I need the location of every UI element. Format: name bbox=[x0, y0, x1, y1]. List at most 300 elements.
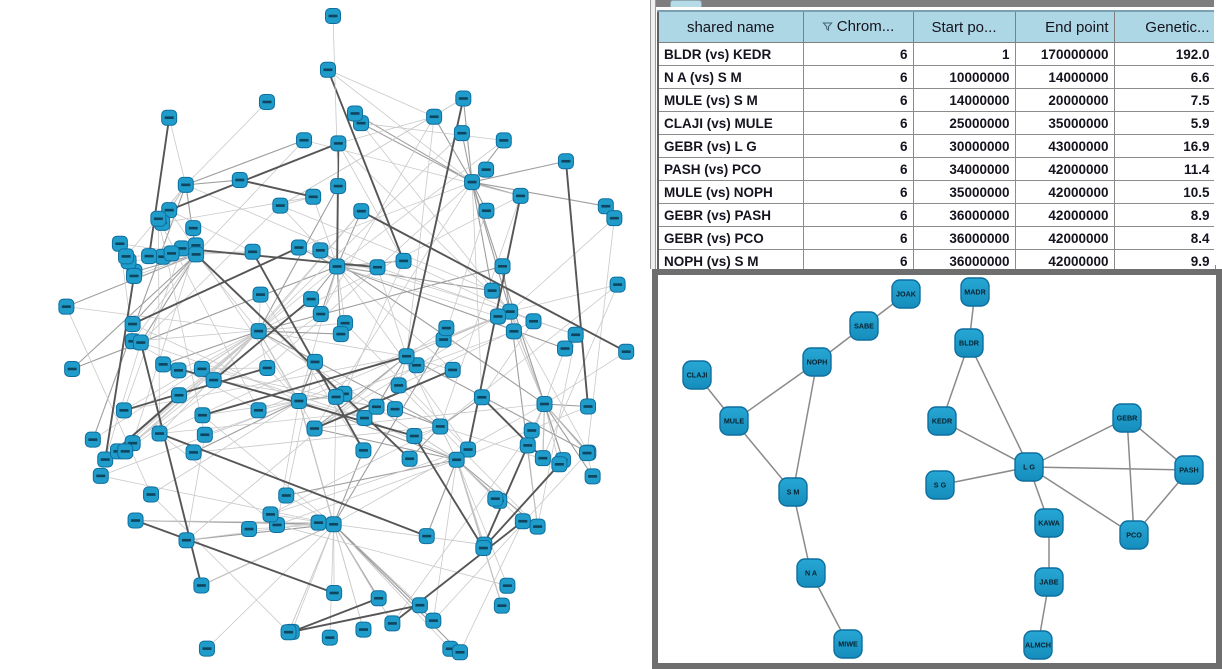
node-label-unreadable bbox=[399, 260, 408, 263]
network-edge bbox=[1029, 418, 1127, 467]
node-label-unreadable bbox=[254, 409, 263, 412]
node-label-unreadable bbox=[488, 289, 497, 292]
network-node-bldr[interactable] bbox=[955, 329, 983, 357]
network-node[interactable] bbox=[151, 211, 166, 226]
node-label-unreadable bbox=[527, 429, 536, 432]
network-node[interactable] bbox=[619, 344, 634, 359]
network-node[interactable] bbox=[195, 408, 210, 423]
network-node[interactable] bbox=[369, 399, 384, 414]
network-edge bbox=[196, 254, 259, 331]
node-label-unreadable bbox=[479, 547, 488, 550]
node-label-unreadable bbox=[262, 101, 271, 104]
network-node[interactable] bbox=[607, 211, 622, 226]
network-node-kedr[interactable] bbox=[928, 407, 956, 435]
network-node-joak[interactable] bbox=[892, 280, 920, 308]
cell-value: 25000000 bbox=[913, 112, 1015, 135]
node-label-unreadable bbox=[388, 622, 397, 625]
network-node[interactable] bbox=[479, 162, 494, 177]
cell-shared-name: PASH (vs) PCO bbox=[658, 158, 803, 181]
network-node[interactable] bbox=[331, 136, 346, 151]
node-label-unreadable bbox=[455, 651, 464, 654]
network-node[interactable] bbox=[245, 244, 260, 259]
network-node[interactable] bbox=[474, 390, 489, 405]
network-node[interactable] bbox=[426, 613, 441, 628]
network-node[interactable] bbox=[306, 189, 321, 204]
node-label-unreadable bbox=[357, 210, 366, 213]
vertical-scrollbar-track[interactable] bbox=[1214, 10, 1222, 265]
network-node[interactable] bbox=[194, 578, 209, 593]
table-row[interactable] bbox=[658, 181, 1215, 204]
network-node[interactable] bbox=[127, 268, 142, 283]
column-header-startpo[interactable] bbox=[913, 11, 1015, 43]
network-node[interactable] bbox=[356, 622, 371, 637]
network-edge bbox=[544, 349, 565, 404]
node-label: L G bbox=[1023, 462, 1035, 472]
network-node[interactable] bbox=[494, 598, 509, 613]
cell-value: 16.9 bbox=[1114, 135, 1215, 158]
network-node[interactable] bbox=[232, 173, 247, 188]
filter-icon bbox=[822, 19, 833, 36]
network-node-claji[interactable] bbox=[683, 361, 711, 389]
node-label-unreadable bbox=[310, 361, 319, 364]
network-node[interactable] bbox=[479, 203, 494, 218]
node-label: PCO bbox=[1126, 530, 1142, 540]
node-label: SABE bbox=[854, 321, 874, 331]
cell-value: 11.4 bbox=[1114, 158, 1215, 181]
network-node[interactable] bbox=[513, 188, 528, 203]
network-node[interactable] bbox=[251, 324, 266, 339]
network-edge bbox=[337, 211, 361, 266]
network-node[interactable] bbox=[552, 457, 567, 472]
network-node[interactable] bbox=[419, 529, 434, 544]
cell-value: 10.5 bbox=[1114, 181, 1215, 204]
network-edge bbox=[141, 343, 202, 586]
node-label-unreadable bbox=[516, 195, 525, 198]
network-node[interactable] bbox=[93, 468, 108, 483]
network-node[interactable] bbox=[537, 397, 552, 412]
network-node[interactable] bbox=[297, 133, 312, 148]
network-node[interactable] bbox=[412, 598, 427, 613]
cell-value: 42000000 bbox=[1015, 204, 1114, 227]
node-label-unreadable bbox=[373, 266, 382, 269]
network-node[interactable] bbox=[391, 378, 406, 393]
network-node[interactable] bbox=[354, 204, 369, 219]
node-label-unreadable bbox=[248, 251, 257, 254]
node-label-unreadable bbox=[329, 15, 338, 18]
network-node[interactable] bbox=[320, 62, 335, 77]
network-node[interactable] bbox=[125, 317, 140, 332]
cell-value: 1 bbox=[913, 43, 1015, 66]
cell-shared-name: CLAJI (vs) MULE bbox=[658, 112, 803, 135]
node-label: JABE bbox=[1039, 577, 1059, 587]
network-edge bbox=[133, 254, 197, 324]
cell-value: 170000000 bbox=[1015, 43, 1114, 66]
network-node[interactable] bbox=[197, 427, 212, 442]
network-node[interactable] bbox=[433, 419, 448, 434]
cell-value: 8.9 bbox=[1114, 204, 1215, 227]
cell-value: 6 bbox=[803, 43, 913, 66]
node-label-unreadable bbox=[561, 347, 570, 350]
network-node[interactable] bbox=[327, 585, 342, 600]
network-node-noph[interactable] bbox=[803, 348, 831, 376]
node-label-unreadable bbox=[412, 364, 421, 367]
node-label-unreadable bbox=[294, 246, 303, 249]
network-node[interactable] bbox=[162, 110, 177, 125]
network-edge bbox=[149, 118, 169, 256]
node-label-unreadable bbox=[464, 448, 473, 451]
network-node[interactable] bbox=[347, 106, 362, 121]
network-edge bbox=[361, 211, 626, 352]
network-node[interactable] bbox=[520, 438, 535, 453]
network-edge bbox=[333, 16, 338, 186]
network-node[interactable] bbox=[558, 154, 573, 169]
node-label: MADR bbox=[964, 287, 986, 297]
network-edge bbox=[1127, 418, 1134, 535]
node-label-unreadable bbox=[402, 355, 411, 358]
table-tab[interactable] bbox=[670, 0, 702, 7]
network-node[interactable] bbox=[402, 451, 417, 466]
network-node[interactable] bbox=[568, 327, 583, 342]
table-row[interactable] bbox=[658, 227, 1215, 250]
cell-shared-name: GEBR (vs) PCO bbox=[658, 227, 803, 250]
node-label: JOAK bbox=[896, 289, 916, 299]
node-label-unreadable bbox=[282, 494, 291, 497]
network-node-jabe[interactable] bbox=[1035, 568, 1063, 596]
network-node[interactable] bbox=[313, 307, 328, 322]
node-label: BLDR bbox=[959, 338, 979, 348]
network-edge bbox=[587, 218, 614, 453]
network-node[interactable] bbox=[485, 283, 500, 298]
network-node[interactable] bbox=[526, 314, 541, 329]
node-label-unreadable bbox=[325, 636, 334, 639]
network-node[interactable] bbox=[580, 446, 595, 461]
network-node-s-m[interactable] bbox=[779, 478, 807, 506]
network-node[interactable] bbox=[333, 327, 348, 342]
network-node[interactable] bbox=[331, 179, 346, 194]
network-node[interactable] bbox=[186, 221, 201, 236]
network-node[interactable] bbox=[585, 469, 600, 484]
network-node[interactable] bbox=[260, 360, 275, 375]
network-edge bbox=[361, 123, 504, 140]
network-node[interactable] bbox=[356, 443, 371, 458]
network-node[interactable] bbox=[326, 517, 341, 532]
network-node[interactable] bbox=[500, 578, 515, 593]
network-node[interactable] bbox=[388, 402, 403, 417]
node-label-unreadable bbox=[197, 368, 206, 371]
cell-value: 9.9 bbox=[1114, 250, 1215, 273]
network-node[interactable] bbox=[399, 349, 414, 364]
network-node[interactable] bbox=[311, 515, 326, 530]
network-node-kawa[interactable] bbox=[1035, 509, 1063, 537]
node-label-unreadable bbox=[448, 369, 457, 372]
node-label: MIWE bbox=[838, 639, 858, 649]
node-label-unreadable bbox=[439, 338, 448, 341]
network-node[interactable] bbox=[171, 363, 186, 378]
network-node[interactable] bbox=[371, 591, 386, 606]
node-label-unreadable bbox=[294, 400, 303, 403]
network-node[interactable] bbox=[330, 259, 345, 274]
network-edge bbox=[72, 266, 337, 368]
network-node[interactable] bbox=[251, 403, 266, 418]
network-node[interactable] bbox=[273, 198, 288, 213]
node-label-unreadable bbox=[334, 142, 343, 145]
network-node[interactable] bbox=[85, 432, 100, 447]
cell-value: 6 bbox=[803, 158, 913, 181]
column-label: Genetic... bbox=[1145, 18, 1210, 36]
cell-value: 42000000 bbox=[1015, 227, 1114, 250]
column-header-endpoint[interactable] bbox=[1015, 11, 1114, 43]
cell-value: 192.0 bbox=[1114, 43, 1215, 66]
network-node[interactable] bbox=[581, 399, 596, 414]
column-header-chrom[interactable] bbox=[803, 11, 913, 43]
network-node[interactable] bbox=[128, 513, 143, 528]
network-node-miwe[interactable] bbox=[834, 630, 862, 658]
cell-value: 14000000 bbox=[1015, 66, 1114, 89]
network-node[interactable] bbox=[449, 452, 464, 467]
cell-value: 8.4 bbox=[1114, 227, 1215, 250]
network-node[interactable] bbox=[152, 426, 167, 441]
network-edge bbox=[969, 343, 1029, 467]
network-node[interactable] bbox=[488, 491, 503, 506]
network-node[interactable] bbox=[465, 175, 480, 190]
node-label-unreadable bbox=[256, 293, 265, 296]
network-node[interactable] bbox=[329, 389, 344, 404]
network-node-pco[interactable] bbox=[1120, 521, 1148, 549]
network-node[interactable] bbox=[156, 357, 171, 372]
network-node[interactable] bbox=[307, 421, 322, 436]
network-node[interactable] bbox=[253, 287, 268, 302]
network-node[interactable] bbox=[506, 324, 521, 339]
cell-value: 6 bbox=[803, 227, 913, 250]
network-node[interactable] bbox=[189, 247, 204, 262]
network-node[interactable] bbox=[281, 625, 296, 640]
node-label-unreadable bbox=[119, 409, 128, 412]
network-node[interactable] bbox=[304, 292, 319, 307]
network-node-n-a[interactable] bbox=[797, 559, 825, 587]
network-node[interactable] bbox=[263, 507, 278, 522]
network-node[interactable] bbox=[242, 522, 257, 537]
node-label-unreadable bbox=[561, 160, 570, 163]
cell-value: 42000000 bbox=[1015, 181, 1114, 204]
cell-value: 36000000 bbox=[913, 250, 1015, 273]
cell-value: 6 bbox=[803, 89, 913, 112]
network-edge bbox=[133, 323, 345, 341]
network-node[interactable] bbox=[199, 641, 214, 656]
network-edge bbox=[793, 362, 817, 492]
network-node[interactable] bbox=[454, 126, 469, 141]
cell-value: 36000000 bbox=[913, 204, 1015, 227]
node-label-unreadable bbox=[96, 475, 105, 478]
network-node[interactable] bbox=[164, 246, 179, 261]
network-node[interactable] bbox=[535, 451, 550, 466]
node-label-unreadable bbox=[155, 432, 164, 435]
node-label-unreadable bbox=[457, 132, 466, 135]
table-row[interactable] bbox=[658, 43, 1215, 66]
node-label-unreadable bbox=[332, 396, 341, 399]
cell-value: 14000000 bbox=[913, 89, 1015, 112]
network-edge bbox=[566, 161, 588, 406]
node-label-unreadable bbox=[533, 525, 542, 528]
cell-value: 20000000 bbox=[1015, 89, 1114, 112]
table-row[interactable] bbox=[658, 66, 1215, 89]
network-edge bbox=[543, 404, 545, 458]
node-label: PASH bbox=[1179, 465, 1199, 475]
network-node[interactable] bbox=[530, 519, 545, 534]
cell-value: 36000000 bbox=[913, 227, 1015, 250]
cell-value: 42000000 bbox=[1015, 158, 1114, 181]
network-node[interactable] bbox=[179, 533, 194, 548]
network-edge bbox=[472, 182, 606, 206]
network-node[interactable] bbox=[116, 403, 131, 418]
node-label-unreadable bbox=[613, 283, 622, 286]
node-label-unreadable bbox=[209, 379, 218, 382]
table-row[interactable] bbox=[658, 158, 1215, 181]
network-node[interactable] bbox=[452, 645, 467, 660]
cell-value: 6 bbox=[803, 181, 913, 204]
network-node[interactable] bbox=[206, 373, 221, 388]
network-node[interactable] bbox=[307, 354, 322, 369]
node-label-unreadable bbox=[263, 367, 272, 370]
network-node[interactable] bbox=[186, 445, 201, 460]
table-top-bar bbox=[656, 0, 1214, 7]
node-label: N A bbox=[804, 568, 818, 578]
cell-value: 6.6 bbox=[1114, 66, 1215, 89]
node-label-unreadable bbox=[115, 242, 124, 245]
cell-value: 42000000 bbox=[1015, 250, 1114, 273]
cell-value: 10000000 bbox=[913, 66, 1015, 89]
network-node[interactable] bbox=[326, 9, 341, 24]
cell-value: 35000000 bbox=[913, 181, 1015, 204]
column-header-genetic[interactable] bbox=[1114, 11, 1215, 43]
network-edge bbox=[334, 450, 364, 524]
table-header-row bbox=[658, 11, 1215, 43]
network-node[interactable] bbox=[59, 299, 74, 314]
network-node[interactable] bbox=[133, 335, 148, 350]
network-node-madr[interactable] bbox=[961, 278, 989, 306]
node-label-unreadable bbox=[523, 444, 532, 447]
network-node[interactable] bbox=[259, 94, 274, 109]
network-node[interactable] bbox=[279, 488, 294, 503]
node-label-unreadable bbox=[374, 597, 383, 600]
network-node[interactable] bbox=[610, 277, 625, 292]
detail-network-canvas[interactable] bbox=[658, 275, 1216, 663]
network-edge bbox=[286, 460, 456, 496]
table-row[interactable] bbox=[658, 135, 1215, 158]
node-label-unreadable bbox=[405, 457, 414, 460]
cell-value: 6 bbox=[803, 250, 913, 273]
node-label-unreadable bbox=[571, 334, 580, 337]
node-label-unreadable bbox=[359, 628, 368, 631]
node-label-unreadable bbox=[506, 310, 515, 313]
node-label: S M bbox=[786, 487, 800, 497]
cell-value: 6 bbox=[803, 66, 913, 89]
column-header-sharedname[interactable] bbox=[658, 11, 803, 43]
node-label-unreadable bbox=[198, 414, 207, 417]
network-node[interactable] bbox=[445, 362, 460, 377]
network-node[interactable] bbox=[439, 321, 454, 336]
network-node[interactable] bbox=[427, 109, 442, 124]
table-row[interactable] bbox=[658, 89, 1215, 112]
node-label-unreadable bbox=[101, 458, 110, 461]
node-label: CLAJI bbox=[686, 370, 708, 380]
network-node-gebr[interactable] bbox=[1113, 404, 1141, 432]
network-node-s-g[interactable] bbox=[926, 471, 954, 499]
network-edge bbox=[1029, 467, 1189, 470]
node-label-unreadable bbox=[131, 519, 140, 522]
network-node[interactable] bbox=[456, 91, 471, 106]
network-node[interactable] bbox=[291, 240, 306, 255]
network-node[interactable] bbox=[515, 514, 530, 529]
cell-shared-name: MULE (vs) S M bbox=[658, 89, 803, 112]
node-label-unreadable bbox=[200, 433, 209, 436]
node-label-unreadable bbox=[202, 647, 211, 650]
node-label-unreadable bbox=[468, 181, 477, 184]
network-node[interactable] bbox=[490, 309, 505, 324]
network-node[interactable] bbox=[396, 253, 411, 268]
network-node[interactable] bbox=[558, 341, 573, 356]
network-edge bbox=[334, 524, 393, 623]
network-node[interactable] bbox=[495, 259, 510, 274]
network-node[interactable] bbox=[118, 444, 133, 459]
node-label-unreadable bbox=[336, 333, 345, 336]
network-edge bbox=[105, 276, 134, 460]
node-label-unreadable bbox=[181, 184, 190, 187]
network-node-pash[interactable] bbox=[1175, 456, 1203, 484]
node-label-unreadable bbox=[189, 451, 198, 454]
network-node[interactable] bbox=[144, 487, 159, 502]
network-node[interactable] bbox=[119, 249, 134, 264]
network-node[interactable] bbox=[313, 243, 328, 258]
node-label-unreadable bbox=[540, 403, 549, 406]
node-label-unreadable bbox=[329, 523, 338, 526]
network-node[interactable] bbox=[178, 177, 193, 192]
node-label-unreadable bbox=[350, 112, 359, 115]
network-node[interactable] bbox=[496, 133, 511, 148]
cell-shared-name: GEBR (vs) L G bbox=[658, 135, 803, 158]
network-node[interactable] bbox=[476, 541, 491, 556]
network-node[interactable] bbox=[291, 393, 306, 408]
network-node[interactable] bbox=[65, 361, 80, 376]
node-label-unreadable bbox=[529, 320, 538, 323]
node-label-unreadable bbox=[154, 217, 163, 220]
cell-value: 5.9 bbox=[1114, 112, 1215, 135]
network-node-mule[interactable] bbox=[720, 407, 748, 435]
network-node[interactable] bbox=[407, 428, 422, 443]
node-label-unreadable bbox=[276, 204, 285, 207]
node-label-unreadable bbox=[584, 405, 593, 408]
table-row[interactable] bbox=[658, 112, 1215, 135]
network-node[interactable] bbox=[524, 423, 539, 438]
network-node-almch[interactable] bbox=[1024, 631, 1052, 659]
node-label-unreadable bbox=[145, 255, 154, 258]
table-row[interactable] bbox=[658, 204, 1215, 227]
node-label-unreadable bbox=[323, 68, 332, 71]
node-label-unreadable bbox=[442, 327, 451, 330]
network-node-sabe[interactable] bbox=[850, 312, 878, 340]
node-label: KEDR bbox=[931, 416, 953, 426]
cell-shared-name: N A (vs) S M bbox=[658, 66, 803, 89]
network-edge bbox=[433, 453, 587, 621]
network-node[interactable] bbox=[171, 388, 186, 403]
network-node[interactable] bbox=[322, 630, 337, 645]
network-node[interactable] bbox=[370, 260, 385, 275]
edge-attribute-table bbox=[657, 10, 1216, 273]
network-node[interactable] bbox=[385, 616, 400, 631]
network-node-l-g[interactable] bbox=[1015, 453, 1043, 481]
cell-shared-name: BLDR (vs) KEDR bbox=[658, 43, 803, 66]
node-label-unreadable bbox=[341, 322, 350, 325]
network-node[interactable] bbox=[142, 249, 157, 264]
